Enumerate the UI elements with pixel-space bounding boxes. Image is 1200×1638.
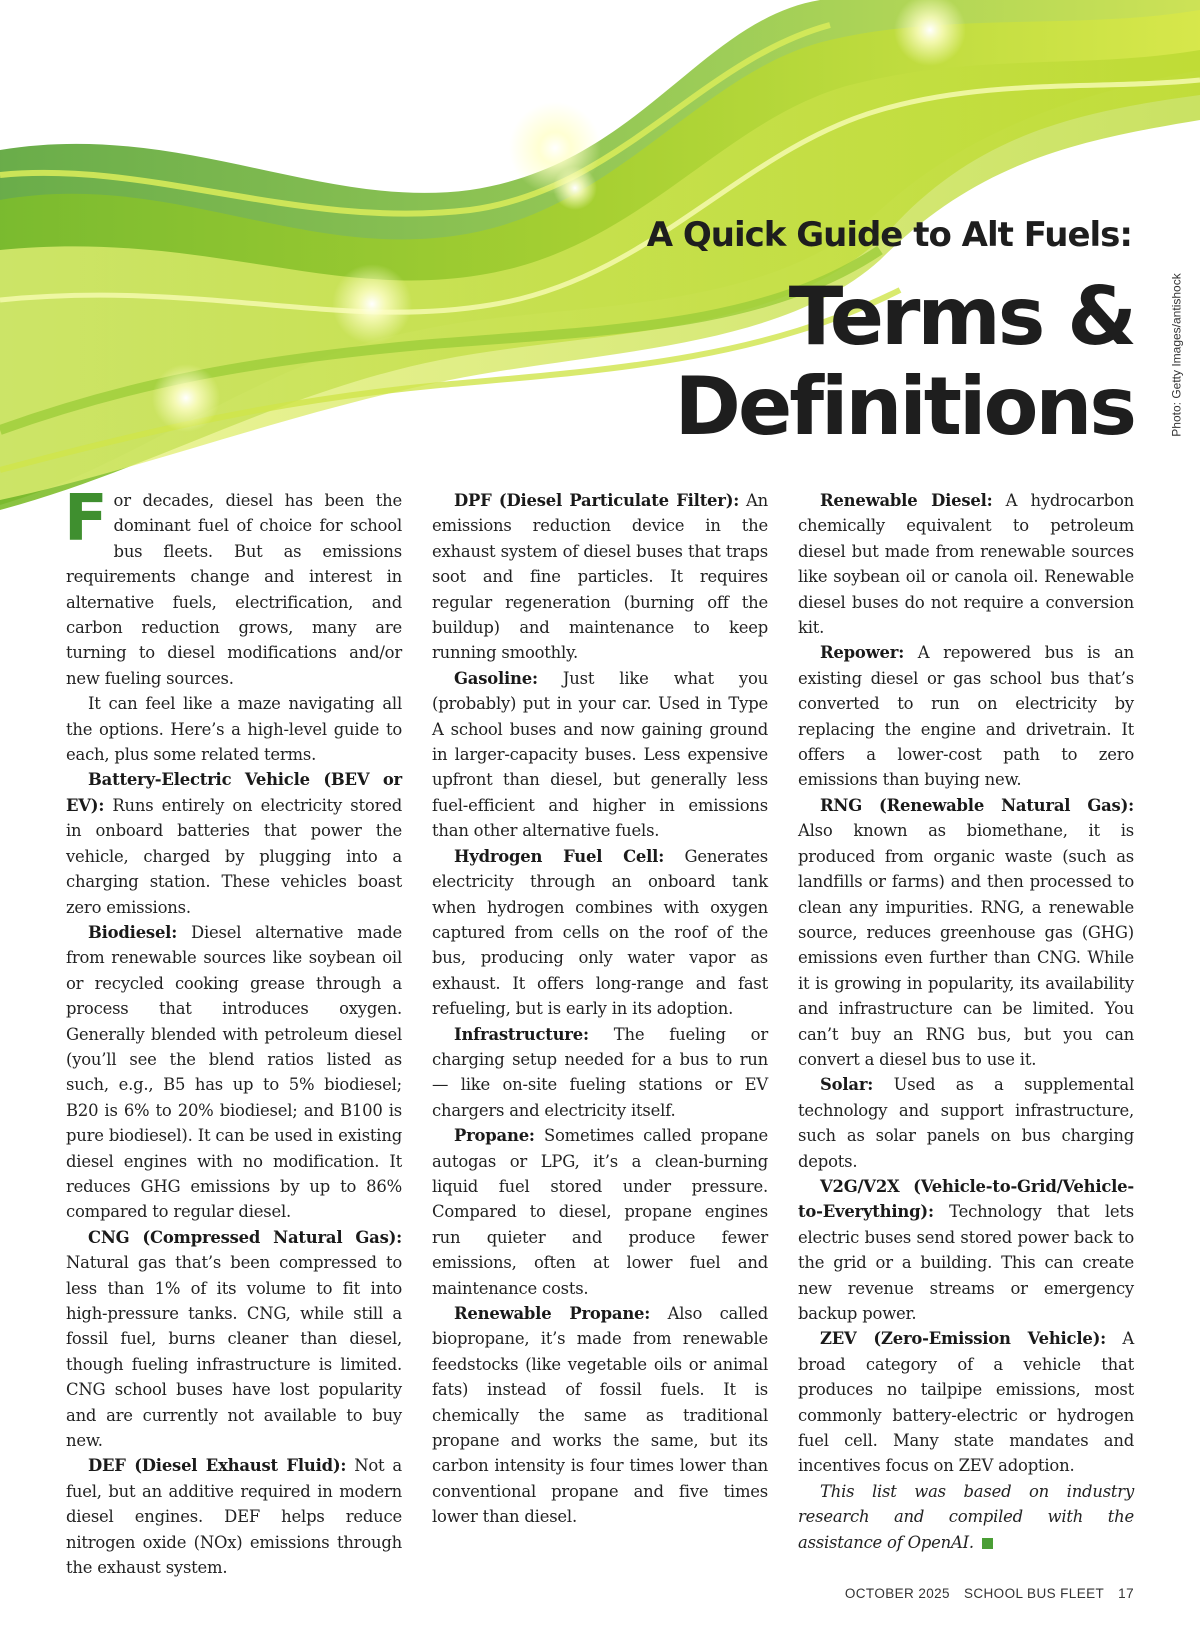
glossary-entry bbox=[798, 1072, 1134, 1174]
glossary-entry bbox=[66, 1453, 402, 1580]
publication-name: SCHOOL BUS FLEET bbox=[963, 1586, 1105, 1601]
glossary-term: Biodiesel: bbox=[88, 922, 178, 942]
glossary-entry bbox=[432, 1301, 768, 1530]
glossary-definition: Also called biopropane, it’s made from renewable feedstocks (like vegetable oils or animal fats) instead of fossil fuels. It is chemically the same as traditional propane and works the same, but its carbon intensity is four times lower than conventional propane and five times lower than diesel. bbox=[432, 1304, 768, 1527]
glossary-definition: A repowered bus is an existing diesel or gas school bus that’s converted to run on electricity by replacing the engine and drivetrain. It offers a lower-cost path to zero emissions than buying new. bbox=[798, 643, 1134, 790]
glossary-definition: Used as a supplemental technology and support infrastructure, such as solar panels on bus charging depots. bbox=[798, 1075, 1134, 1171]
end-mark-icon bbox=[982, 1538, 993, 1549]
article-kicker: A Quick Guide to Alt Fuels: bbox=[646, 215, 1132, 255]
glossary-term: CNG (Compressed Natural Gas): bbox=[88, 1227, 402, 1247]
issue-date: OCTOBER 2025 bbox=[844, 1586, 950, 1601]
glossary-entry bbox=[798, 488, 1134, 640]
column-2 bbox=[432, 488, 768, 1580]
glossary-term: Renewable Diesel: bbox=[820, 491, 993, 510]
intro-paragraph-2: It can feel like a maze navigating all the options. Here’s a high-level guide to each, plus some related terms. bbox=[66, 694, 402, 765]
photo-credit: Photo: Getty Images/antishock bbox=[1169, 273, 1183, 437]
glossary-entry bbox=[66, 920, 402, 1225]
glossary-entry bbox=[432, 488, 768, 666]
glossary-entry bbox=[432, 844, 768, 1022]
article-body bbox=[64, 482, 1135, 1580]
glossary-definition: Just like what you (probably) put in your car. Used in Type A school buses and now gaining ground in larger-capacity buses. Less expensive upfront than diesel, but generally less fuel-efficient and higher in emissions than other alternative fuels. bbox=[432, 668, 768, 841]
drop-cap: F bbox=[64, 482, 108, 556]
glossary-term: Gasoline: bbox=[454, 668, 538, 688]
glossary-term: DEF (Diesel Exhaust Fluid): bbox=[88, 1456, 347, 1476]
column-3 bbox=[798, 488, 1134, 1580]
title-line-2: Definitions bbox=[674, 360, 1134, 453]
glossary-definition: Also known as biomethane, it is produced from organic waste (such as landfills or farms) and then processed to clean any impurities. RNG, a renewable source, reduces greenhouse gas (GHG) emissions even further than CNG. While it is growing in popularity, its availability and infrastructure can be limited. You can’t buy an RNG bus, but you can convert a diesel bus to use it. bbox=[798, 821, 1134, 1069]
glossary-term: Infrastructure: bbox=[454, 1024, 589, 1044]
closing-note-text: This list was based on industry research and compiled with the assistance of OpenAI. bbox=[798, 1481, 1134, 1552]
glossary-term: Repower: bbox=[820, 643, 905, 663]
glossary-term: Propane: bbox=[454, 1126, 535, 1146]
glossary-term: DPF (Diesel Particulate Filter): bbox=[454, 491, 740, 510]
glossary-definition: Technology that lets electric buses send stored power back to the grid or a building. This can create new revenue streams or emergency backup power. bbox=[798, 1202, 1134, 1323]
closing-note bbox=[798, 1479, 1134, 1555]
glossary-entry bbox=[66, 1225, 402, 1454]
glossary-term: Solar: bbox=[820, 1075, 874, 1095]
column-1 bbox=[64, 482, 402, 1580]
glossary-entry bbox=[798, 1326, 1134, 1478]
page-footer bbox=[831, 1586, 1134, 1601]
article-title bbox=[675, 272, 1134, 452]
glossary-definition: Sometimes called propane autogas or LPG, it’s a clean-burning liquid fuel stored under pressure. Compared to diesel, propane engines run quieter and produce fewer emissions, often at lower fuel and maintenance costs. bbox=[432, 1126, 768, 1298]
glossary-definition: The fueling or charging setup needed for a bus to run — like on-site fueling stations or EV chargers and electricity itself. bbox=[432, 1024, 768, 1120]
glossary-definition: An emissions reduction device in the exhaust system of diesel buses that traps soot and fine particles. It requires regular regeneration (burning off the buildup) and maintenance to keep running smoothly. bbox=[432, 491, 768, 663]
glossary-term: RNG (Renewable Natural Gas): bbox=[820, 795, 1134, 815]
glossary-term: Hydrogen Fuel Cell: bbox=[454, 846, 665, 866]
page-number: 17 bbox=[1118, 1586, 1134, 1601]
glossary-definition: Diesel alternative made from renewable sources like soybean oil or recycled cooking grease through a process that introduces oxygen. Generally blended with petroleum diesel (you’ll see the blend ratios listed as such, e.g., B5 has up to 5% biodiesel; B20 is 6% to 20% biodiesel; and B100 is pure biodiesel). It can be used in existing diesel engines with no modification. It reduces GHG emissions by up to 86% compared to regular diesel. bbox=[66, 922, 402, 1222]
glossary-definition: Not a fuel, but an additive required in modern diesel engines. DEF helps reduce nitrogen oxide (NOx) emissions through the exhaust system. bbox=[66, 1456, 402, 1578]
glossary-entry bbox=[432, 666, 768, 844]
glossary-entry bbox=[432, 1123, 768, 1301]
glossary-definition: Generates electricity through an onboard tank when hydrogen combines with oxygen captured from cells on the roof of the bus, producing only water vapor as exhaust. It offers long-range and fast refueling, but is early in its adoption. bbox=[432, 846, 768, 1019]
intro-paragraph-1: For decades, diesel has been the dominant fuel of choice for school bus fleets. But as emissions requirements change and interest in alternative fuels, electrification, and carbon reduction grows, many are turning to diesel modifications and/or new fueling sources. bbox=[64, 482, 402, 688]
glossary-entry bbox=[798, 640, 1134, 792]
glossary-definition: A broad category of a vehicle that produces no tailpipe emissions, most commonly battery-electric or hydrogen fuel cell. Many state mandates and incentives focus on ZEV adoption. bbox=[798, 1329, 1135, 1476]
glossary-definition: A hydrocarbon chemically equivalent to petroleum diesel but made from renewable sources like soybean oil or canola oil. Renewable diesel buses do not require a conversion kit. bbox=[798, 491, 1134, 638]
glossary-definition: Runs entirely on electricity stored in onboard batteries that power the vehicle, charged by plugging into a charging station. These vehicles boast zero emissions. bbox=[66, 795, 402, 917]
glossary-entry bbox=[432, 1022, 768, 1124]
glossary-definition: Natural gas that’s been compressed to less than 1% of its volume to fit into high-pressure tanks. CNG, while still a fossil fuel, burns cleaner than diesel, though fueling infrastructure is limited. CNG school buses have lost popularity and are currently not available to buy new. bbox=[66, 1253, 402, 1451]
glossary-entry bbox=[798, 793, 1134, 1072]
glossary-entry bbox=[66, 767, 402, 919]
glossary-term: V2G/V2X (Vehicle-to-Grid/Vehicle-to-Everything): bbox=[798, 1176, 1134, 1222]
title-line-1: Terms & bbox=[788, 270, 1134, 363]
glossary-entry bbox=[798, 1174, 1134, 1326]
glossary-term: Battery-Electric Vehicle (BEV or EV): bbox=[66, 770, 402, 815]
glossary-term: ZEV (Zero-Emission Vehicle): bbox=[820, 1329, 1107, 1349]
glossary-term: Renewable Propane: bbox=[454, 1304, 651, 1323]
